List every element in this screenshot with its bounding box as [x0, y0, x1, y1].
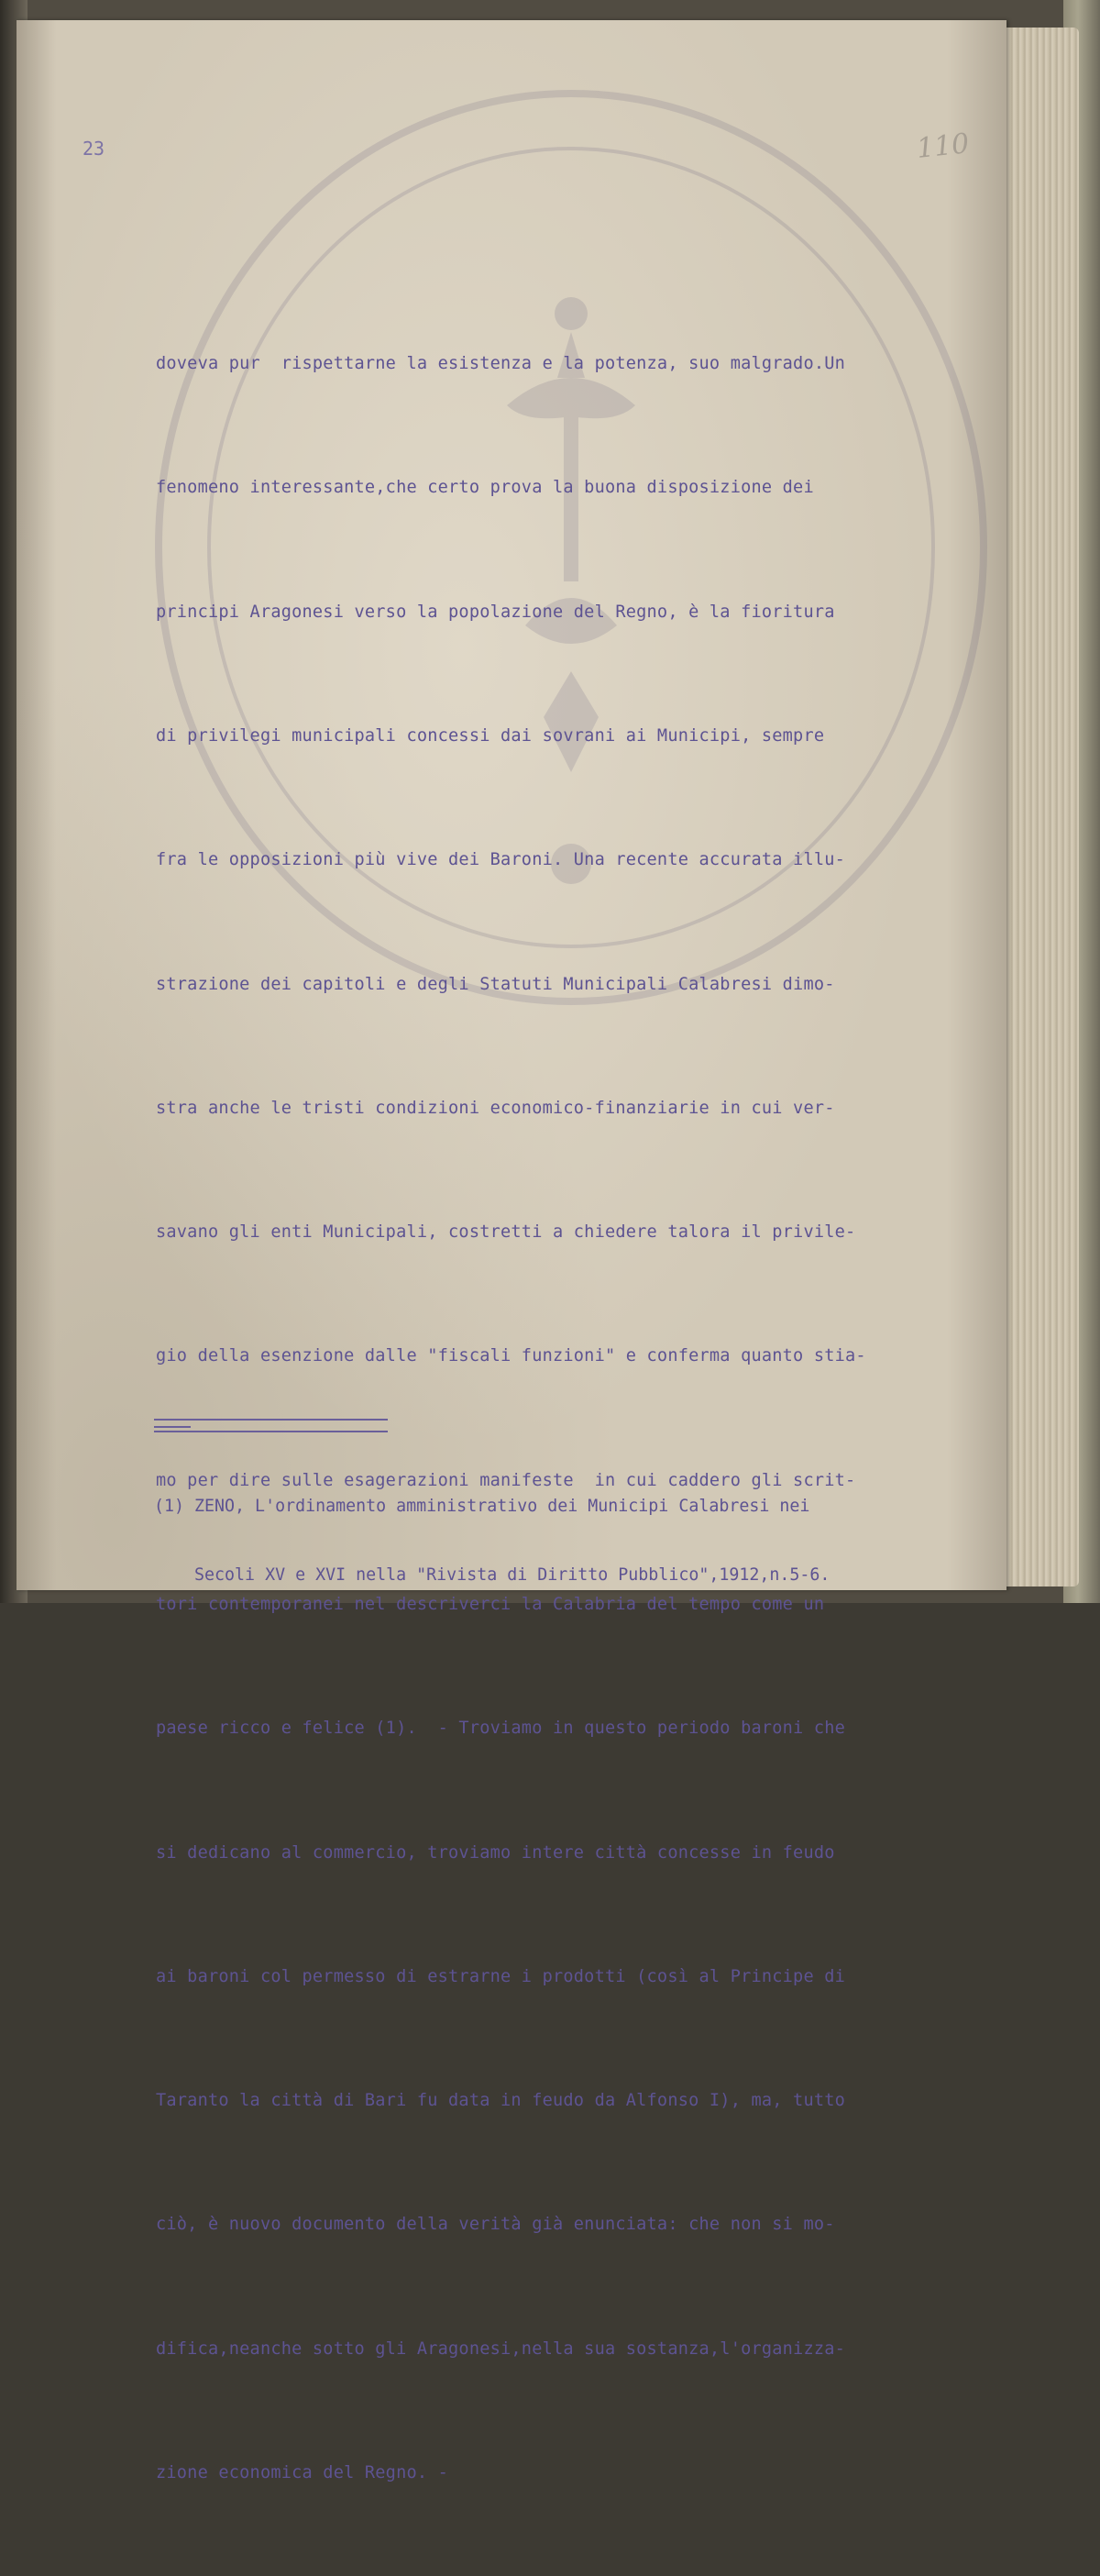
- body-line: doveva pur rispettarne la esistenza e la potenza, suo malgrado.Un: [156, 354, 846, 374]
- footnote-line: (1) ZENO, L'ordinamento amministrativo dei Municipi Calabresi nei: [154, 1497, 810, 1516]
- body-line: paese ricco e felice (1). - Troviamo in questo periodo baroni che: [156, 1719, 846, 1739]
- body-line: stra anche le tristi condizioni economico-finanziarie in cui ver-: [156, 1098, 835, 1118]
- body-line: savano gli enti Municipali, costretti a chiedere talora il privile-: [156, 1222, 856, 1243]
- footnote-separator: [154, 1419, 388, 1421]
- body-line: fra le opposizioni più vive dei Baroni. Una recente accurata illu-: [156, 850, 846, 870]
- footnote-line: Secoli XV e XVI nella "Rivista di Diritto Pubblico",1912,n.5-6.: [154, 1565, 830, 1585]
- body-line: ai baroni col permesso di estrarne i prodotti (così al Principe di: [156, 1966, 846, 1986]
- body-line: strazione dei capitoli e degli Statuti Municipali Calabresi dimo-: [156, 974, 835, 994]
- page-number: 23: [82, 138, 105, 160]
- body-line: mo per dire sulle esagerazioni manifeste in cui caddero gli scrit-: [156, 1470, 856, 1490]
- body-line: ciò, è nuovo documento della verità già enunciata: che non si mo-: [156, 2215, 835, 2235]
- body-line: si dedicano al commercio, troviamo intere città concesse in feudo: [156, 1842, 835, 1863]
- body-line: tori contemporanei nel descriverci la Calabria del tempo come un: [156, 1595, 825, 1614]
- body-line: Taranto la città di Bari fu data in feudo da Alfonso I), ma, tutto: [156, 2091, 846, 2111]
- body-line: gio della esenzione dalle "fiscali funzioni" e conferma quanto stia-: [156, 1346, 866, 1366]
- paper-page: [16, 20, 1006, 2482]
- body-line: zione economica del Regno. -: [156, 2462, 449, 2482]
- footnote-separator: [154, 1426, 191, 1428]
- body-line: di privilegi municipali concessi dai sovrani ai Municipi, sempre: [156, 726, 825, 746]
- body-line: principi Aragonesi verso la popolazione del Regno, è la fioritura: [156, 602, 835, 622]
- archive-folio-number: 110: [915, 127, 971, 165]
- body-line: difica,neanche sotto gli Aragonesi,nella sua sostanza,l'organizza-: [156, 2338, 846, 2359]
- body-line: fenomeno interessante,che certo prova la buona disposizione dei: [156, 478, 814, 498]
- footnote: [154, 1449, 997, 1632]
- footnote-separator: [154, 1431, 388, 1432]
